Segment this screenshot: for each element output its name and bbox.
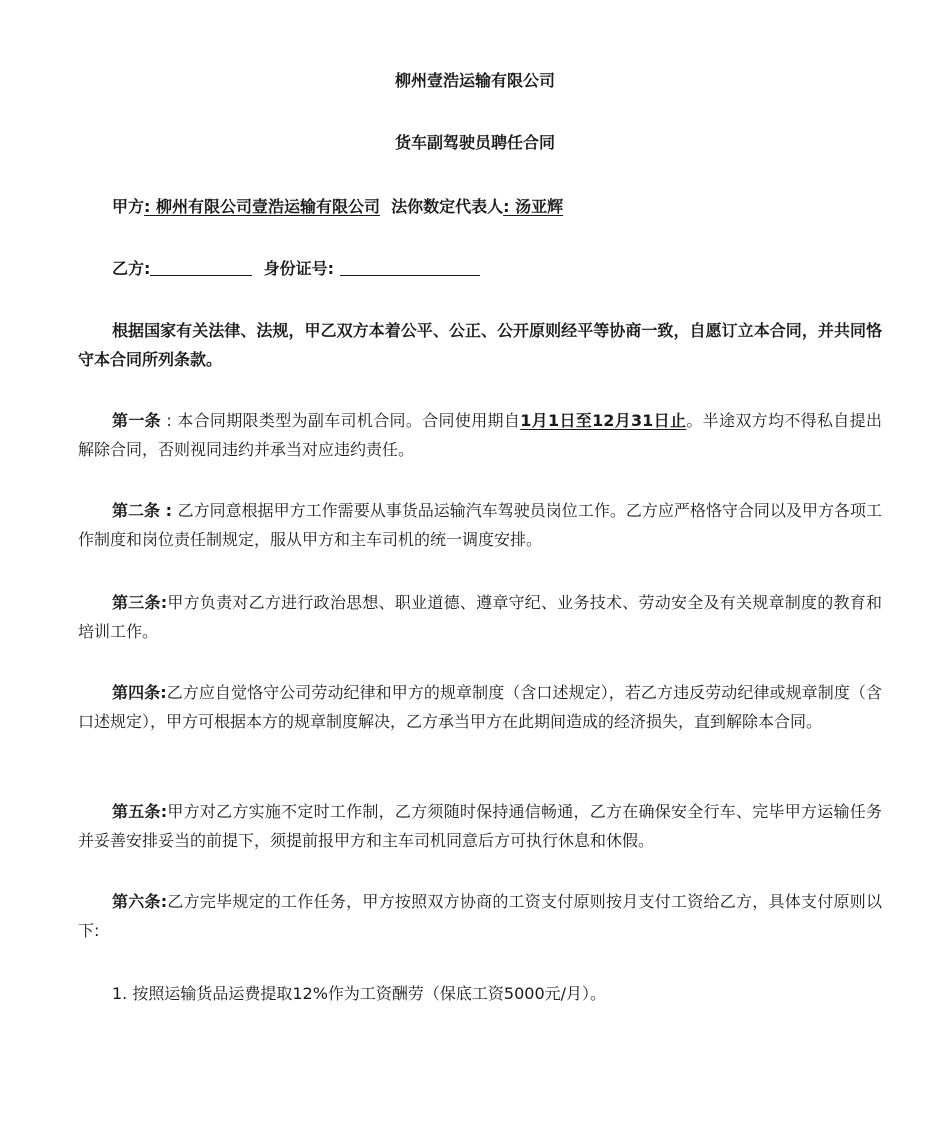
article-6-text: 乙方完毕规定的工作任务，甲方按照双方协商的工资支付原则按月支付工资给乙方，具体支付原则以下: [78,892,882,940]
article-1 [78,406,882,464]
party-b-name-blank [150,257,252,276]
article-5 [78,797,882,855]
article-1-label: 第一条 [112,411,161,430]
company-title: 柳州壹浩运输有限公司 [394,71,555,90]
article-2-label: 第二条 [112,501,161,520]
party-b-colon: : [144,259,151,278]
article-5-text: 甲方对乙方实施不定时工作制，乙方须随时保持通信畅通，乙方在确保安全行车、完毕甲方运输任务并妥善安排妥当的前提下，须提前报甲方和主车司机同意后方可执行休息和休假。 [78,802,882,850]
party-a-label: 甲方 [112,197,145,216]
article-4-text: 乙方应自觉恪守公司劳动纪律和甲方的规章制度（含口述规定），若乙方违反劳动纪律或规章制度（含口述规定），甲方可根据本方的规章制度解决，乙方承当甲方在此期间造成的经济损失，直到解除本合同。 [78,683,882,731]
legal-rep-label: 法你数定代表人 [391,197,504,216]
article-2-text: 乙方同意根据甲方工作需要从事货品运输汽车驾驶员岗位工作。乙方应严格恪守合同以及甲方各项工作制度和岗位责任制规定，服从甲方和主车司机的统一调度安排。 [78,501,882,549]
list-item: 1. 按照运输货品运费提取12%作为工资酬劳（保底工资5000元/月）。 [112,984,607,1003]
article-6-label: 第六条: [112,892,168,911]
party-b-label: 乙方 [112,259,145,278]
article-1-text-after: 。半途双方均不得私自提出解除合同，否则视同违约并承当对应违约责任。 [78,411,882,459]
party-a-name: : 柳州有限公司壹浩运输有限公司 [144,197,380,216]
article-3-text: 甲方负责对乙方进行政治思想、职业道德、遵章守纪、业务技术、劳动安全及有关规章制度的教育和培训工作。 [78,593,882,641]
article-4-label: 第四条: [112,683,167,702]
preamble: 根据国家有关法律、法规，甲乙双方本着公平、公正、公开原则经平等协商一致，自愿订立本合同，并共同恪守本合同所列条款。 [78,321,882,369]
party-a-line [112,195,563,219]
article-1-sep: : [161,411,178,430]
contract-title: 货车副驾驶员聘任合同 [394,133,555,152]
article-6 [78,887,882,945]
article-5-label: 第五条: [112,802,168,821]
article-4 [78,678,882,736]
article-1-text-before: 本合同期限类型为副车司机合同。合同使用期自 [177,411,521,430]
article-3-label: 第三条: [112,593,168,612]
article-2 [78,496,882,554]
contract-period: 1月1日至12月31日止 [520,411,687,430]
id-number-label: 身份证号: [263,259,334,278]
article-2-sep: : [160,501,178,520]
party-b-line [112,257,480,281]
id-number-blank [340,257,480,276]
legal-rep-name: : 汤亚辉 [503,197,564,216]
article-3 [78,588,882,646]
